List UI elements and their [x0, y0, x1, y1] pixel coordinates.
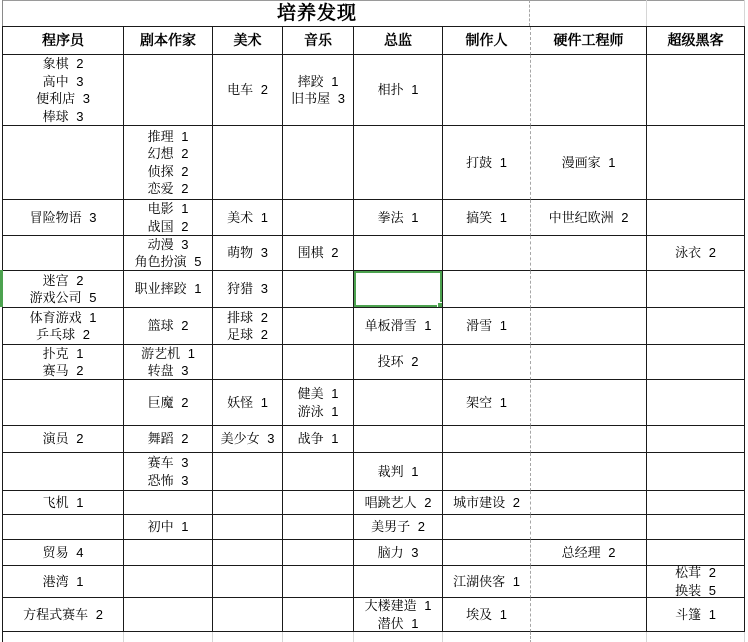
cell-line: 乒乓球 2	[36, 327, 90, 342]
cell[interactable]	[124, 200, 213, 236]
cell[interactable]	[354, 308, 443, 345]
fill-handle[interactable]	[437, 302, 443, 308]
header-cell-6[interactable]	[531, 27, 647, 55]
cell-line: 战争 1	[297, 431, 339, 447]
cell[interactable]	[647, 380, 745, 426]
cell[interactable]	[3, 540, 124, 566]
cell-line: 动漫 3	[147, 236, 189, 252]
cell[interactable]	[443, 345, 531, 380]
cell[interactable]	[124, 236, 213, 271]
cell[interactable]	[354, 236, 443, 271]
header-cell-3[interactable]	[283, 27, 354, 55]
header-cell-0[interactable]	[3, 27, 124, 55]
header-label: 音乐	[304, 31, 332, 48]
cell[interactable]	[3, 271, 124, 308]
cell-line: 电车 2	[227, 82, 268, 98]
cell[interactable]	[213, 632, 283, 642]
cell-line: 萌物 3	[227, 245, 268, 261]
cell[interactable]	[354, 345, 443, 380]
cell[interactable]	[647, 200, 745, 236]
page-break-line	[529, 0, 530, 26]
cell[interactable]	[283, 632, 354, 642]
cell[interactable]	[443, 271, 531, 308]
cell[interactable]	[3, 126, 124, 200]
cell[interactable]	[283, 426, 354, 453]
cell[interactable]	[124, 380, 213, 426]
cell[interactable]	[124, 632, 213, 642]
cell-line: 巨魔 2	[147, 394, 189, 410]
cell-line: 港湾 1	[42, 573, 84, 589]
title-left-gridline	[2, 0, 3, 26]
cell[interactable]	[124, 515, 213, 540]
cell[interactable]	[531, 453, 647, 491]
cell-line: 转盘 3	[147, 363, 189, 378]
cell-line: 拳法 1	[377, 209, 419, 225]
cell[interactable]	[124, 491, 213, 515]
header-cell-1[interactable]	[124, 27, 213, 55]
cell[interactable]	[531, 271, 647, 308]
cell[interactable]	[443, 491, 531, 515]
cell-line: 排球 2	[227, 309, 268, 325]
cell[interactable]	[213, 200, 283, 236]
cell-line: 初中 1	[147, 519, 189, 535]
cell[interactable]	[647, 426, 745, 453]
cell[interactable]	[354, 491, 443, 515]
cell[interactable]	[354, 453, 443, 491]
cell-line: 高中 3	[42, 73, 84, 89]
cell[interactable]	[354, 55, 443, 126]
cell-line: 妖怪 1	[227, 394, 268, 410]
cell-line: 架空 1	[466, 394, 507, 410]
cell[interactable]	[3, 55, 124, 126]
cell-line: 游戏公司 5	[29, 290, 97, 305]
cell[interactable]	[354, 200, 443, 236]
cell[interactable]	[443, 426, 531, 453]
cell[interactable]	[283, 236, 354, 271]
cell[interactable]	[354, 126, 443, 200]
cell[interactable]	[124, 126, 213, 200]
cell[interactable]	[531, 491, 647, 515]
cell-line: 斗篷 1	[675, 606, 716, 622]
cell[interactable]	[531, 126, 647, 200]
cell[interactable]	[354, 598, 443, 632]
cell[interactable]	[647, 540, 745, 566]
cell[interactable]	[124, 566, 213, 598]
cell-line: 演员 2	[42, 431, 84, 447]
selected-cell[interactable]	[354, 271, 443, 308]
cell[interactable]	[283, 380, 354, 426]
cell[interactable]	[647, 236, 745, 271]
cell[interactable]	[213, 540, 283, 566]
cell[interactable]	[283, 540, 354, 566]
cell-line: 幻想 2	[147, 146, 189, 161]
cell-line: 漫画家 1	[561, 154, 616, 170]
cell[interactable]	[283, 566, 354, 598]
cell-line: 推理 1	[147, 128, 189, 144]
cell[interactable]	[283, 126, 354, 200]
sheet-title: 培养发现	[276, 3, 357, 24]
cell[interactable]	[124, 453, 213, 491]
cell[interactable]	[531, 598, 647, 632]
cell[interactable]	[213, 380, 283, 426]
selection-row-indicator	[0, 270, 3, 307]
header-label: 程序员	[42, 31, 84, 48]
cell[interactable]	[3, 491, 124, 515]
cell[interactable]	[531, 200, 647, 236]
cell-line: 大楼建造 1	[364, 598, 432, 613]
cell[interactable]	[124, 426, 213, 453]
cell[interactable]	[443, 566, 531, 598]
cell[interactable]	[213, 126, 283, 200]
cell-line: 单板滑雪 1	[364, 318, 432, 334]
cell[interactable]	[647, 515, 745, 540]
cell[interactable]	[647, 308, 745, 345]
cell-line: 泳衣 2	[675, 245, 716, 261]
cell-line: 中世纪欧洲 2	[548, 209, 629, 225]
cell[interactable]	[647, 345, 745, 380]
cell[interactable]	[213, 426, 283, 453]
cell[interactable]	[443, 126, 531, 200]
header-label: 剧本作家	[140, 31, 196, 48]
cell-line: 电影 1	[147, 201, 189, 216]
cell[interactable]	[213, 55, 283, 126]
cell[interactable]	[213, 491, 283, 515]
cell[interactable]	[443, 55, 531, 126]
header-label: 美术	[233, 31, 262, 48]
cell[interactable]	[531, 426, 647, 453]
title-row	[2, 0, 744, 27]
header-cell-4[interactable]	[354, 27, 443, 55]
cell-line: 脑力 3	[377, 544, 419, 560]
cell[interactable]	[283, 598, 354, 632]
cell-line: 侦探 2	[147, 163, 189, 179]
cell-line: 象棋 2	[42, 56, 84, 71]
cell[interactable]	[3, 345, 124, 380]
cell[interactable]	[443, 632, 531, 642]
cell[interactable]	[531, 515, 647, 540]
cell-line: 健美 1	[297, 386, 339, 401]
cell[interactable]	[531, 345, 647, 380]
cell[interactable]	[647, 566, 745, 598]
cell-line: 飞机 1	[42, 494, 84, 510]
cell[interactable]	[283, 453, 354, 491]
header-label: 硬件工程师	[553, 31, 624, 48]
cell[interactable]	[283, 200, 354, 236]
header-cell-7[interactable]	[647, 27, 745, 55]
cell-line: 棒球 3	[42, 108, 84, 124]
cell-line: 游泳 1	[297, 403, 339, 419]
cell[interactable]	[647, 126, 745, 200]
cell[interactable]	[3, 598, 124, 632]
cell[interactable]	[443, 236, 531, 271]
cell[interactable]	[443, 515, 531, 540]
header-label: 制作人	[465, 31, 508, 48]
cell-line: 搞笑 1	[466, 209, 507, 225]
cell[interactable]	[443, 453, 531, 491]
cell-line: 唱跳艺人 2	[364, 494, 432, 510]
cell-line: 恐怖 3	[147, 472, 189, 488]
cell-line: 裁判 1	[377, 463, 419, 479]
cell[interactable]	[3, 426, 124, 453]
cell[interactable]	[3, 566, 124, 598]
cell[interactable]	[124, 308, 213, 345]
cell[interactable]	[3, 200, 124, 236]
cell-line: 职业摔跤 1	[134, 281, 202, 297]
cell-line: 相扑 1	[377, 82, 419, 98]
cell[interactable]	[354, 632, 443, 642]
cell[interactable]	[3, 632, 124, 642]
cell[interactable]	[647, 598, 745, 632]
cell[interactable]	[443, 380, 531, 426]
cell[interactable]	[213, 515, 283, 540]
cell[interactable]	[647, 55, 745, 126]
cell-line: 游艺机 1	[141, 345, 195, 361]
cell[interactable]	[531, 566, 647, 598]
cell-line: 总经理 2	[561, 544, 616, 560]
cell-line: 滑雪 1	[466, 318, 507, 334]
cell[interactable]	[354, 540, 443, 566]
cell-line: 战国 2	[147, 218, 189, 234]
cell[interactable]	[354, 515, 443, 540]
cell-line: 足球 2	[227, 327, 268, 342]
cell[interactable]	[124, 55, 213, 126]
cell[interactable]	[3, 515, 124, 540]
cell[interactable]	[443, 200, 531, 236]
cell[interactable]	[647, 491, 745, 515]
gridline-segment	[744, 0, 745, 26]
cell[interactable]	[354, 380, 443, 426]
cell-line: 赛马 2	[42, 363, 84, 378]
cell-line: 投环 2	[377, 354, 419, 370]
cell-line: 舞蹈 2	[147, 431, 189, 447]
cell[interactable]	[3, 453, 124, 491]
header-label: 超级黑客	[667, 31, 724, 48]
cell[interactable]	[647, 271, 745, 308]
cell[interactable]	[531, 632, 647, 642]
cell[interactable]	[531, 55, 647, 126]
cell-line: 方程式赛车 2	[23, 606, 103, 622]
cell[interactable]	[213, 598, 283, 632]
cell-line: 江湖侠客 1	[453, 573, 520, 589]
cell-line: 迷宫 2	[42, 272, 84, 288]
cell[interactable]	[531, 236, 647, 271]
cell-line: 便利店 3	[36, 91, 90, 106]
cell-line: 美少女 3	[220, 431, 275, 447]
cell-line: 篮球 2	[147, 318, 189, 334]
cell[interactable]	[213, 271, 283, 308]
cell[interactable]	[213, 308, 283, 345]
table-grid	[2, 26, 745, 642]
cell-line: 城市建设 2	[453, 494, 520, 510]
cell-line: 贸易 4	[42, 544, 84, 560]
cell-line: 换装 5	[675, 582, 716, 598]
cell[interactable]	[124, 540, 213, 566]
cell[interactable]	[283, 491, 354, 515]
header-label: 总监	[384, 31, 412, 48]
cell[interactable]	[647, 453, 745, 491]
cell-line: 体育游戏 1	[29, 309, 97, 325]
cell[interactable]	[283, 308, 354, 345]
cell[interactable]	[3, 236, 124, 271]
cell[interactable]	[443, 308, 531, 345]
cell[interactable]	[124, 271, 213, 308]
cell-line: 旧书屋 3	[291, 91, 345, 106]
gridline-segment	[646, 0, 647, 26]
cell[interactable]	[3, 380, 124, 426]
cell[interactable]	[354, 566, 443, 598]
cell[interactable]	[283, 55, 354, 126]
header-cell-5[interactable]	[443, 27, 531, 55]
cell[interactable]	[213, 345, 283, 380]
cell[interactable]	[283, 271, 354, 308]
cell[interactable]	[443, 598, 531, 632]
cell[interactable]	[124, 345, 213, 380]
cell-line: 赛车 3	[147, 455, 189, 470]
cell[interactable]	[354, 426, 443, 453]
cell[interactable]	[283, 345, 354, 380]
cell[interactable]	[213, 566, 283, 598]
cell-line: 美男子 2	[371, 519, 425, 535]
cell-line: 扑克 1	[42, 345, 84, 361]
header-cell-2[interactable]	[213, 27, 283, 55]
cell-line: 美术 1	[227, 209, 268, 225]
cell[interactable]	[531, 308, 647, 345]
cell[interactable]	[283, 515, 354, 540]
cell-line: 摔跤 1	[297, 73, 339, 89]
cell[interactable]	[213, 236, 283, 271]
cell[interactable]	[531, 380, 647, 426]
cell[interactable]	[3, 308, 124, 345]
cell[interactable]	[647, 632, 745, 642]
cell-line: 恋爱 2	[147, 181, 189, 196]
cell[interactable]	[213, 453, 283, 491]
cell-line: 狩猎 3	[227, 281, 268, 297]
cell[interactable]	[531, 540, 647, 566]
cell-line: 埃及 1	[466, 606, 507, 622]
cell[interactable]	[443, 540, 531, 566]
cell-line: 松茸 2	[675, 566, 716, 580]
cell-line: 角色扮演 5	[134, 254, 202, 269]
cell-line: 围棋 2	[297, 245, 339, 261]
cell[interactable]	[124, 598, 213, 632]
cell-line: 潜伏 1	[377, 615, 419, 631]
cell-line: 冒险物语 3	[29, 209, 97, 225]
cell-line: 打鼓 1	[466, 154, 507, 170]
